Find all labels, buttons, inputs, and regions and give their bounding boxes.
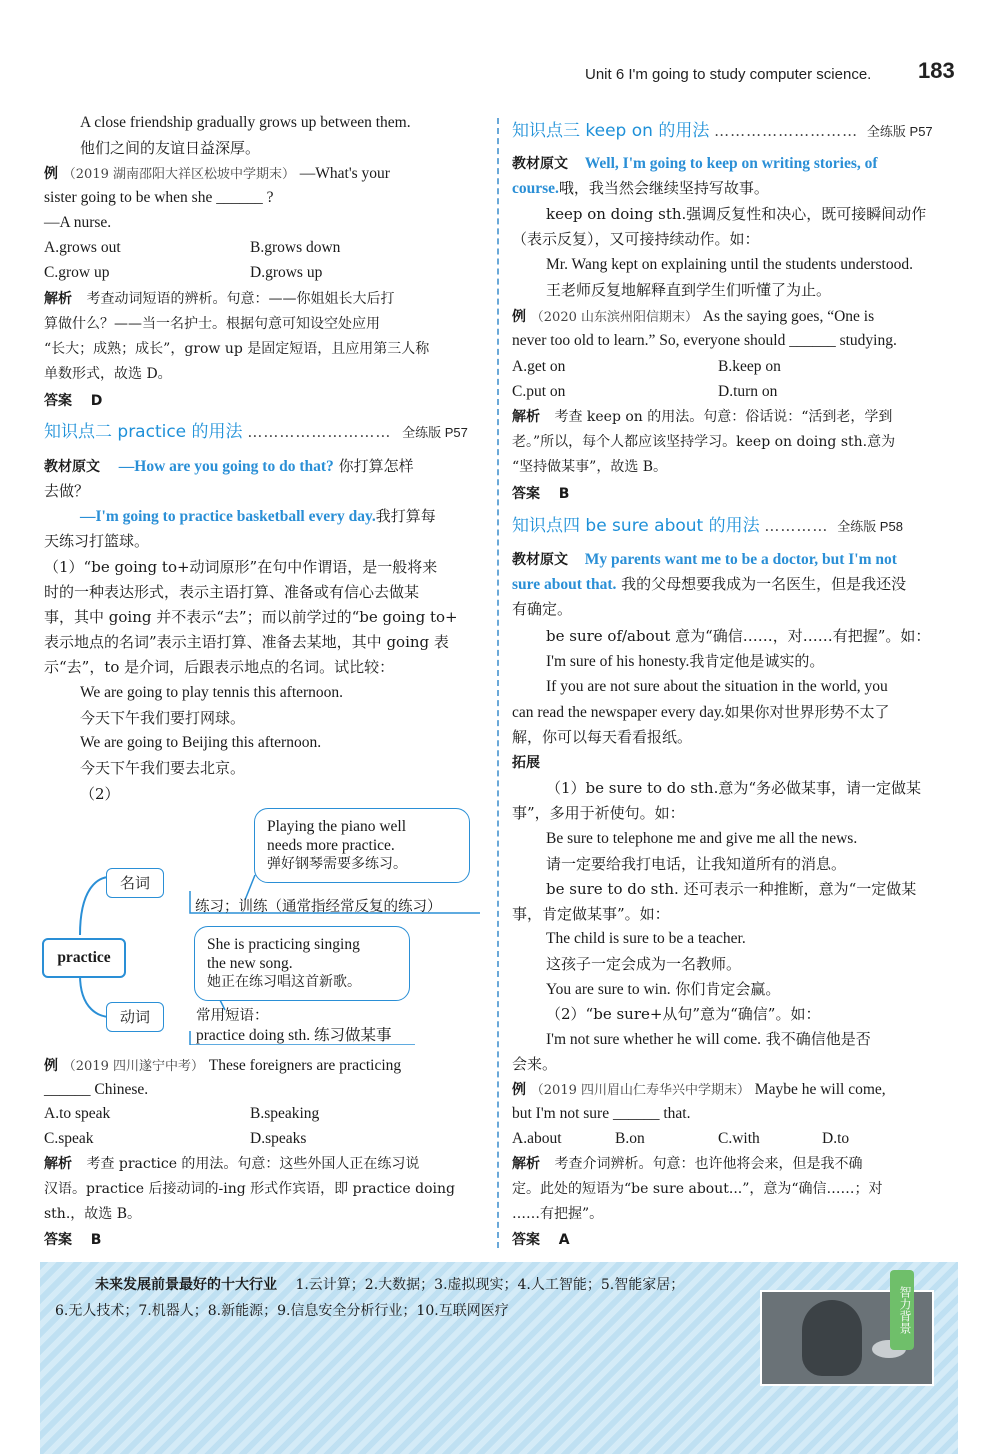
explanation-text: 示“去”，to 是介词，后跟表示地点的名词。试比较： xyxy=(44,658,395,676)
answer-value: B xyxy=(558,486,570,502)
example-sentence: I'm sure of his honesty. xyxy=(546,653,690,670)
subpoint-label: （2） xyxy=(80,785,120,803)
bubble-text: 她正在练习唱这首新歌。 xyxy=(207,974,361,990)
example-translation: 请一定要给我打电话，让我知道所有的消息。 xyxy=(546,855,847,873)
example-translation: 解，你可以每天看看报纸。 xyxy=(512,728,693,746)
section-title: 知识点四 be sure about 的用法 xyxy=(512,516,760,536)
option-c: C.grow up xyxy=(44,264,110,281)
analysis-text: 汉语。practice 后接动词的-ing 形式作宾语，即 practice doing xyxy=(44,1181,455,1197)
option-c: C.speak xyxy=(44,1130,94,1147)
verb-label: 动词 xyxy=(119,1008,150,1026)
bubble-text: needs more practice. xyxy=(267,837,395,854)
explanation-text: （2）“be sure+从句”意为“确信”。如： xyxy=(546,1005,821,1023)
analysis-label: 解析 xyxy=(512,1156,540,1172)
analysis-text: ……有把握”。 xyxy=(512,1206,604,1222)
example-sentence: We are going to play tennis this afternoon. xyxy=(80,684,344,701)
verb-definition: 常用短语： xyxy=(196,1008,269,1024)
example-translation: 今天下午我们要去北京。 xyxy=(80,759,246,777)
example-translation: 他们之间的友谊日益深厚。 xyxy=(80,139,261,157)
mind-map-noun-node xyxy=(106,868,164,898)
noun-label: 名词 xyxy=(119,874,150,892)
example-translation: 今天下午我们要打网球。 xyxy=(80,709,246,727)
source-label: 教材原文 xyxy=(512,552,568,568)
banner-tag: 智力背景 xyxy=(890,1270,914,1350)
bubble-text: 弹好钢琴需要多练习。 xyxy=(267,856,407,872)
option-a: A.about xyxy=(512,1130,562,1147)
example-source: （2020 山东滨州阳信期末） xyxy=(530,310,698,325)
banner-line: 1.云计算；2.大数据；3.虚拟现实；4.人工智能；5.智能家居； xyxy=(295,1277,685,1293)
option-b: B.grows down xyxy=(250,239,341,256)
example-sentence: can read the newspaper every day. xyxy=(512,704,725,721)
example-source: （2019 四川遂宁中考） xyxy=(62,1059,204,1074)
analysis-label: 解析 xyxy=(44,1156,72,1172)
explanation-text: 事，其中 going 并不表示“去”；而以前学过的“be going to+ xyxy=(44,608,458,626)
source-sentence: My parents want me to be a doctor, but I'm not xyxy=(584,551,897,568)
analysis-text: 老。”所以，每个人都应该坚持学习。keep on doing sth.意为 xyxy=(512,434,896,450)
source-sentence: sure about that. xyxy=(512,576,617,593)
example-sentence: Mr. Wang kept on explaining until the students understood. xyxy=(546,256,913,273)
section-reference: 全练版 P58 xyxy=(837,519,903,534)
explanation-text: 表示地点的名词”表示主语打算、准备去某地，其中 going 表 xyxy=(44,633,449,651)
mind-map-verb-node xyxy=(106,1002,164,1032)
page-number: 183 xyxy=(918,58,955,83)
section-title: 知识点三 keep on 的用法 xyxy=(512,121,710,141)
answer-label: 答案 xyxy=(44,1232,72,1248)
analysis-text: 算做什么？——当一名护士。根据句意可知设空处应用 xyxy=(44,316,380,332)
example-translation: 这孩子一定会成为一名教师。 xyxy=(546,955,742,973)
explanation-text: 时的一种表达形式，表示主语打算、准备或有信心去做某 xyxy=(44,583,420,601)
question-text: never too old to learn.” So, everyone should ______ studying. xyxy=(512,332,897,349)
explanation-text: be sure to do sth. 还可表示一种推断，意为“一定做某 xyxy=(546,880,917,898)
mind-map-center-label: practice xyxy=(57,949,111,966)
running-header: Unit 6 I'm going to study computer science. xyxy=(585,66,872,83)
analysis-label: 解析 xyxy=(512,409,540,425)
banner-line: 6.无人技术；7.机器人；8.新能源；9.信息安全分析行业；10.互联网医疗 xyxy=(55,1303,509,1319)
source-sentence: —I'm going to practice basketball every day. xyxy=(80,508,376,525)
analysis-text: “长大；成熟；成长”，grow up 是固定短语，且应用第三人称 xyxy=(44,341,430,357)
analysis-text: 考查介词辨析。句意：也许他将会来，但是我不确 xyxy=(554,1156,863,1172)
option-b: B.on xyxy=(615,1130,645,1147)
verb-example-bubble xyxy=(194,926,410,1001)
example-sentence: The child is sure to be a teacher. xyxy=(546,930,746,947)
answer-label: 答案 xyxy=(44,393,72,409)
analysis-text: 定。此处的短语为“be sure about...”，意为“确信……；对 xyxy=(512,1181,883,1197)
section-reference: 全练版 P57 xyxy=(866,124,933,139)
section-title: 知识点二 practice 的用法 xyxy=(44,422,243,442)
question-text: These foreigners are practicing xyxy=(208,1057,402,1074)
example-label: 例 xyxy=(44,1058,58,1074)
leader-dots: ……………………… xyxy=(247,423,392,441)
example-translation: 你们肯定会赢。 xyxy=(675,980,781,998)
source-sentence: Well, I'm going to keep on writing stories, of xyxy=(584,155,878,172)
source-label: 教材原文 xyxy=(512,156,568,172)
source-sentence: —How are you going to do that? xyxy=(118,458,334,475)
explanation-text: keep on doing sth.强调反复性和决心，既可接瞬间动作 xyxy=(546,205,927,223)
extension-label: 拓展 xyxy=(512,755,540,771)
analysis-text: 单数形式，故选 D。 xyxy=(44,366,172,382)
leader-dots: ………… xyxy=(764,517,829,535)
banner-title: 未来发展前景最好的十大行业 xyxy=(95,1277,277,1293)
question-text: sister going to be when she ______ ? xyxy=(44,189,274,206)
question-text: —A nurse. xyxy=(44,214,112,231)
example-source: （2019 湖南邵阳大祥区松坡中学期末） xyxy=(62,167,295,182)
mind-map-center xyxy=(42,938,126,978)
source-translation: 我的父母想要我成为一名医生，但是我还没 xyxy=(621,575,907,593)
example-sentence: We are going to Beijing this afternoon. xyxy=(80,734,322,751)
option-c: C.put on xyxy=(512,383,566,400)
option-a: A.to speak xyxy=(44,1105,111,1122)
analysis-text: 考查 keep on 的用法。句意：俗话说：“活到老，学到 xyxy=(554,409,893,425)
option-d: D.turn on xyxy=(718,383,778,400)
option-d: D.grows up xyxy=(250,264,323,281)
analysis-text: sth.，故选 B。 xyxy=(44,1206,142,1222)
source-translation: 你打算怎样 xyxy=(338,457,414,475)
analysis-text: 考查 practice 的用法。句意：这些外国人正在练习说 xyxy=(86,1156,420,1172)
example-translation: 我不确信他是否 xyxy=(765,1030,871,1048)
portrait-figure xyxy=(802,1300,862,1376)
example-translation: 会来。 xyxy=(512,1055,558,1073)
answer-value: B xyxy=(90,1232,102,1248)
bubble-text: the new song. xyxy=(207,955,293,972)
example-translation: 我肯定他是诚实的。 xyxy=(689,652,825,670)
analysis-text: 考查动词短语的辨析。句意：——你姐姐长大后打 xyxy=(86,291,395,307)
option-d: D.speaks xyxy=(250,1130,307,1147)
example-translation: 如果你对世界形势不太了 xyxy=(724,703,890,721)
question-text: —What's your xyxy=(299,165,390,182)
option-a: A.grows out xyxy=(44,239,121,256)
source-label: 教材原文 xyxy=(44,459,100,475)
bubble-text: Playing the piano well xyxy=(267,818,407,835)
bubble-text: She is practicing singing xyxy=(207,936,360,953)
option-a: A.get on xyxy=(512,358,566,375)
example-source: （2019 四川眉山仁寿华兴中学期末） xyxy=(530,1083,750,1098)
leader-dots: ……………………… xyxy=(714,122,859,140)
explanation-text: （表示反复），又可接持续动作。如： xyxy=(512,230,760,248)
answer-label: 答案 xyxy=(512,1232,540,1248)
explanation-text: 事，肯定做某事”。如： xyxy=(512,905,670,923)
analysis-label: 解析 xyxy=(44,291,72,307)
source-sentence: course. xyxy=(512,180,559,197)
source-translation: 天练习打篮球。 xyxy=(44,532,150,550)
option-d: D.to xyxy=(822,1130,850,1147)
option-b: B.speaking xyxy=(250,1105,320,1122)
option-b: B.keep on xyxy=(718,358,781,375)
example-sentence: A close friendship gradually grows up between them. xyxy=(80,114,411,131)
question-text: Maybe he will come, xyxy=(754,1081,886,1098)
question-text: ______ Chinese. xyxy=(44,1081,149,1098)
section-reference: 全练版 P57 xyxy=(402,425,468,440)
example-label: 例 xyxy=(44,166,58,182)
analysis-text: “坚持做某事”，故选 B。 xyxy=(512,459,668,475)
answer-value: A xyxy=(558,1232,570,1248)
explanation-text: 事”，多用于祈使句。如： xyxy=(512,804,685,822)
verb-phrase: practice doing sth. 练习做某事 xyxy=(196,1027,392,1044)
question-text: As the saying goes, “One is xyxy=(702,308,875,325)
source-translation: 去做？ xyxy=(44,482,90,500)
example-sentence: I'm not sure whether he will come. xyxy=(546,1031,761,1048)
example-label: 例 xyxy=(512,1082,526,1098)
explanation-text: be sure of/about 意为“确信……，对……有把握”。如： xyxy=(546,627,931,645)
question-text: but I'm not sure ______ that. xyxy=(512,1105,691,1122)
column-divider xyxy=(497,118,499,1248)
option-c: C.with xyxy=(718,1130,760,1147)
explanation-text: （1）be sure to do sth.意为“务必做某事，请一定做某 xyxy=(546,779,922,797)
banner-content xyxy=(55,1272,685,1324)
example-label: 例 xyxy=(512,309,526,325)
example-translation: 王老师反复地解释直到学生们听懂了为止。 xyxy=(546,281,832,299)
example-sentence: If you are not sure about the situation in the world, you xyxy=(546,678,888,695)
source-translation: 我打算每 xyxy=(375,507,436,525)
noun-example-bubble xyxy=(254,808,470,883)
answer-value: D xyxy=(90,393,103,409)
source-translation: 有确定。 xyxy=(512,600,573,618)
explanation-text: （1）“be going to+动词原形”在句中作谓语，是一般将来 xyxy=(44,558,438,576)
example-sentence: You are sure to win. xyxy=(546,981,671,998)
example-sentence: Be sure to telephone me and give me all the news. xyxy=(546,830,858,847)
source-translation: 哦，我当然会继续坚持写故事。 xyxy=(558,179,769,197)
answer-label: 答案 xyxy=(512,486,540,502)
noun-definition: 练习；训练（通常指经常反复的练习） xyxy=(195,899,442,915)
